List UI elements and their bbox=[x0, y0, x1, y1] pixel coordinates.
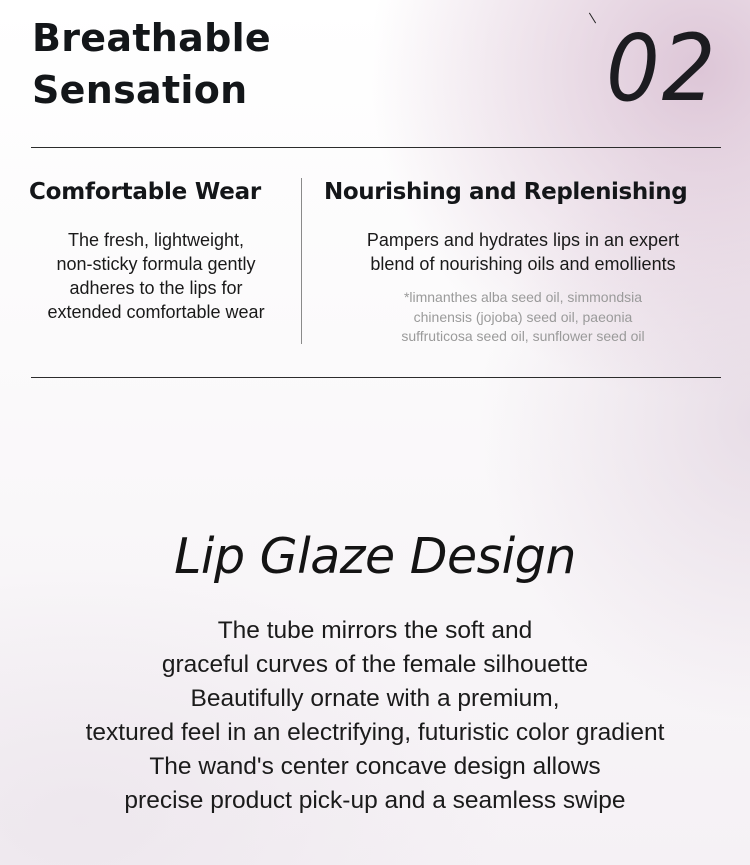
design-line: The tube mirrors the soft and bbox=[217, 617, 533, 644]
description-line: blend of nourishing oils and emollients bbox=[370, 254, 676, 274]
design-line: Beautifully ornate with a premium, bbox=[190, 685, 560, 712]
comfortable-wear-heading: Comfortable Wear bbox=[29, 179, 262, 205]
description-line: The fresh, lightweight, bbox=[67, 230, 245, 250]
design-line: textured feel in an electrifying, futuristic color gradient bbox=[85, 719, 665, 746]
description-line: non-sticky formula gently bbox=[56, 254, 256, 274]
section-number: 02 bbox=[606, 15, 718, 122]
section-title-breathable-sensation bbox=[32, 12, 271, 116]
nourishing-heading: Nourishing and Replenishing bbox=[324, 179, 688, 205]
ingredients-line: *limnanthes alba seed oil, simmondsia bbox=[403, 289, 643, 305]
ingredients-line: suffruticosa seed oil, sunflower seed oil bbox=[401, 328, 645, 344]
decorative-tick-mark bbox=[589, 13, 596, 24]
ingredients-note bbox=[340, 288, 706, 347]
description-line: extended comfortable wear bbox=[47, 302, 265, 322]
title-line-2: Sensation bbox=[32, 68, 248, 112]
description-line: adheres to the lips for bbox=[69, 278, 243, 298]
ingredients-line: chinensis (jojoba) seed oil, paeonia bbox=[413, 308, 633, 325]
lip-glaze-design-description bbox=[0, 614, 750, 818]
column-divider bbox=[301, 178, 302, 344]
comfortable-wear-description bbox=[20, 228, 292, 324]
design-line: precise product pick-up and a seamless swipe bbox=[124, 787, 626, 814]
nourishing-description bbox=[320, 228, 726, 276]
title-line-1: Breathable bbox=[32, 16, 271, 60]
description-line: Pampers and hydrates lips in an expert bbox=[366, 230, 680, 250]
lip-glaze-design-title: Lip Glaze Design bbox=[174, 528, 576, 585]
design-line: graceful curves of the female silhouette bbox=[161, 651, 589, 678]
top-divider-line bbox=[31, 147, 721, 148]
design-line: The wand's center concave design allows bbox=[149, 753, 601, 780]
bottom-divider-line bbox=[31, 377, 721, 378]
